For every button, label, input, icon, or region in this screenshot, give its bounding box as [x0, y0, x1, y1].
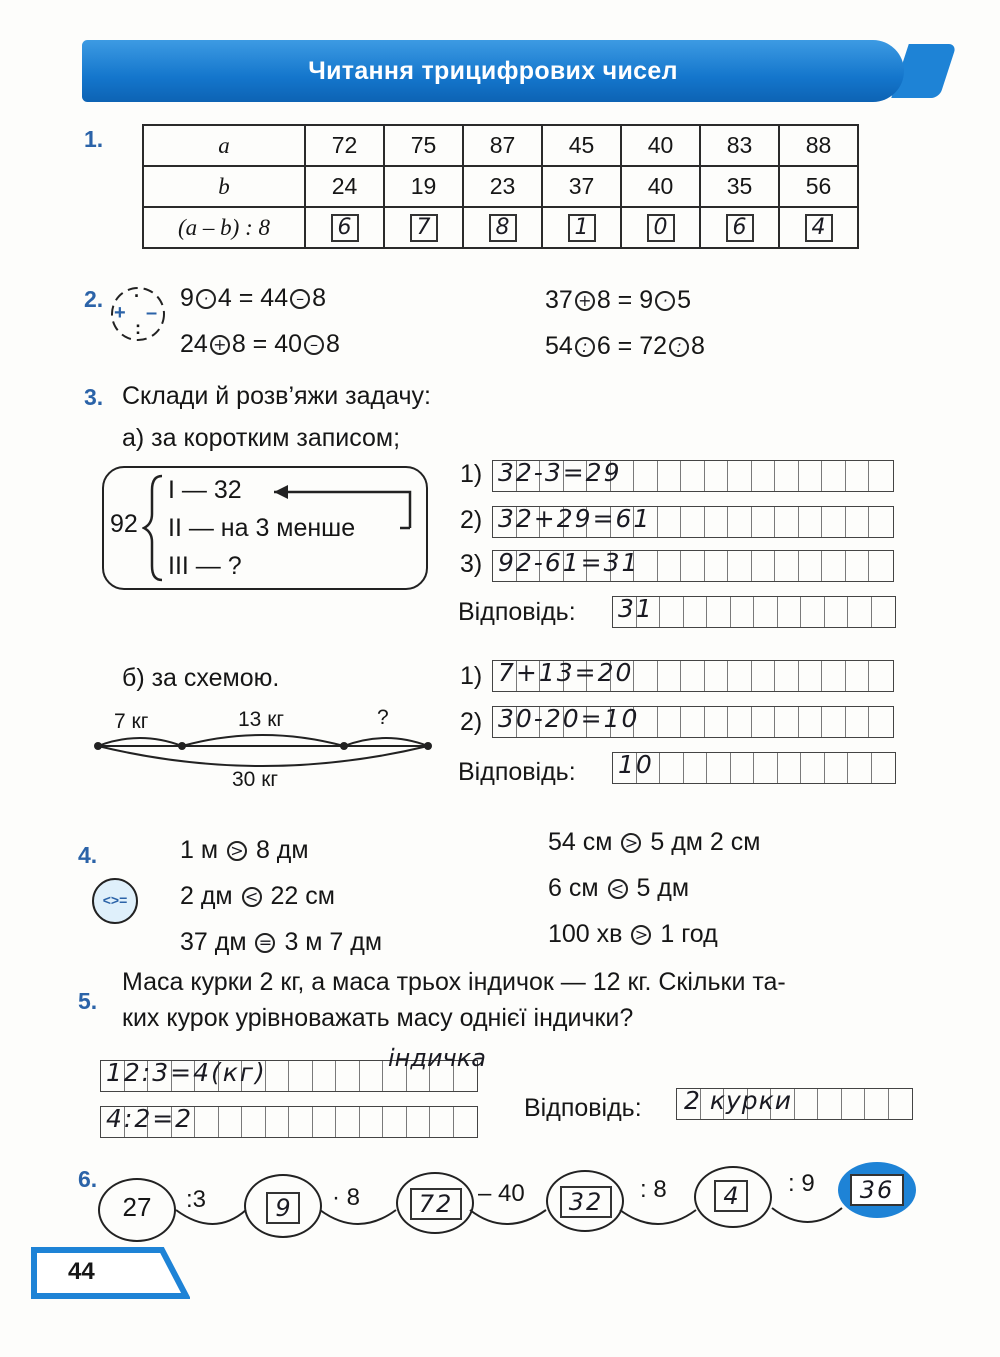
compare-row: 6 см < 5 дм — [548, 874, 690, 902]
step-label: 3) — [460, 550, 483, 578]
short-note-total: 92 — [110, 510, 138, 538]
compare-circle[interactable]: > — [631, 925, 651, 945]
op-divide: : — [135, 318, 141, 338]
answer-box[interactable]: 7 — [410, 214, 438, 242]
equation-4: 54 : 6 = 72 : 8 — [545, 332, 705, 360]
op-multiply: · — [134, 286, 140, 306]
handwritten-answer: 4:2=2 — [106, 1104, 194, 1133]
task-4-number: 4. — [78, 842, 98, 868]
compare-circle[interactable]: > — [227, 841, 247, 861]
op-minus: – — [146, 302, 158, 324]
short-note-line-2: II — на 3 менше — [168, 514, 356, 542]
task-3-part-a: а) за коротким записом; — [122, 424, 401, 452]
step-label: 1) — [460, 662, 483, 690]
b-cell: 24 — [305, 166, 384, 207]
task-2-number: 2. — [84, 286, 104, 312]
task-6-number: 6. — [78, 1166, 98, 1192]
compare-row: 2 дм < 22 см — [180, 882, 335, 910]
answer-label: Відповідь: — [458, 598, 576, 626]
compare-row: 54 см > 5 дм 2 см — [548, 828, 761, 856]
chain-operation: :3 — [186, 1186, 207, 1213]
answer-grid[interactable] — [612, 596, 896, 628]
chain-answer-box[interactable]: 32 — [560, 1186, 612, 1218]
b-cell: 56 — [779, 166, 858, 207]
compare-circle[interactable]: < — [608, 879, 628, 899]
handwritten-note: індичка — [388, 1044, 486, 1072]
segment-label: 13 кг — [238, 708, 285, 731]
equation-2: 24 + 8 = 40 – 8 — [180, 330, 340, 358]
a-cell: 87 — [463, 125, 542, 166]
row-label-result: (a – b) : 8 — [143, 207, 305, 248]
segment-total-label: 30 кг — [232, 768, 279, 791]
segment-label: 7 кг — [114, 710, 149, 733]
sign-circle[interactable]: – — [304, 335, 324, 355]
a-cell: 72 — [305, 125, 384, 166]
answer-box[interactable]: 1 — [568, 214, 596, 242]
sign-circle[interactable]: · — [196, 289, 216, 309]
task-3-part-b: б) за схемою. — [122, 664, 280, 692]
compare-row: 1 м > 8 дм — [180, 836, 309, 864]
chain-operation: · 8 — [332, 1184, 361, 1211]
step-label: 2) — [460, 708, 483, 736]
page-number-tab — [30, 1246, 190, 1302]
task-3-number: 3. — [84, 384, 104, 410]
answer-box[interactable]: 6 — [331, 214, 359, 242]
task-5-number: 5. — [78, 988, 98, 1014]
task-5-text-line-2: ких курок урівноважать масу однієї індички? — [122, 1004, 634, 1032]
task-1-table — [142, 124, 859, 249]
op-plus: + — [114, 302, 126, 324]
compare-row: 37 дм = 3 м 7 дм — [180, 928, 383, 956]
step-label: 1) — [460, 460, 483, 488]
sign-circle[interactable]: + — [575, 291, 595, 311]
chain-operation: – 40 — [478, 1180, 525, 1207]
short-note-line-1: I — 32 — [168, 476, 242, 504]
answer-grid[interactable] — [612, 752, 896, 784]
equation-3: 37 + 8 = 9 · 5 — [545, 286, 692, 314]
compare-row: 100 хв > 1 год — [548, 920, 718, 948]
segment-diagram — [92, 728, 434, 768]
row-label-b: b — [143, 166, 305, 207]
compare-circle[interactable]: < — [242, 887, 262, 907]
operations-icon — [108, 284, 168, 344]
step-label: 2) — [460, 506, 483, 534]
task-3-prompt: Склади й розв’яжи задачу: — [122, 382, 431, 410]
sign-circle[interactable]: + — [210, 335, 230, 355]
segment-label: ? — [377, 706, 389, 729]
handwritten-answer: 7+13=20 — [498, 658, 634, 687]
b-cell: 23 — [463, 166, 542, 207]
page-number: 44 — [68, 1258, 95, 1285]
handwritten-answer: 30-20=10 — [498, 704, 640, 733]
chain-start-value: 27 — [122, 1192, 152, 1222]
handwritten-answer: 92-61=31 — [498, 548, 640, 577]
compare-circle[interactable]: > — [621, 833, 641, 853]
answer-box[interactable]: 4 — [805, 214, 833, 242]
sign-circle[interactable]: : — [669, 337, 689, 357]
chain-answer-box[interactable]: 9 — [266, 1192, 300, 1224]
handwritten-answer: 10 — [618, 750, 654, 779]
equation-1: 9 · 4 = 44 – 8 — [180, 284, 327, 312]
chain-operation: : 8 — [640, 1176, 667, 1203]
row-label-a: a — [143, 125, 305, 166]
answer-box[interactable]: 0 — [647, 214, 675, 242]
compare-signs-icon: <>= — [92, 878, 138, 924]
handwritten-answer: 32+29=61 — [498, 504, 652, 533]
b-cell: 40 — [621, 166, 700, 207]
b-cell: 35 — [700, 166, 779, 207]
chain-answer-box[interactable]: 4 — [714, 1180, 748, 1212]
a-cell: 88 — [779, 125, 858, 166]
sign-circle[interactable]: – — [290, 289, 310, 309]
task-1-number: 1. — [84, 126, 104, 152]
a-cell: 40 — [621, 125, 700, 166]
answer-label: Відповідь: — [524, 1094, 642, 1122]
a-cell: 45 — [542, 125, 621, 166]
answer-box[interactable]: 8 — [489, 214, 517, 242]
b-cell: 19 — [384, 166, 463, 207]
a-cell: 83 — [700, 125, 779, 166]
answer-label: Відповідь: — [458, 758, 576, 786]
task-5-text-line-1: Маса курки 2 кг, а маса трьох індичок — 12 кг. Скільки та- — [122, 968, 786, 996]
sign-circle[interactable]: · — [655, 291, 675, 311]
answer-box[interactable]: 6 — [726, 214, 754, 242]
handwritten-answer: 31 — [618, 594, 654, 623]
a-cell: 75 — [384, 125, 463, 166]
handwritten-answer: 32-3=29 — [498, 458, 622, 487]
chain-operation: : 9 — [788, 1170, 815, 1197]
compare-circle[interactable]: = — [255, 933, 275, 953]
sign-circle[interactable]: : — [575, 337, 595, 357]
page-title: Читання трицифрових чисел — [308, 57, 678, 85]
b-cell: 37 — [542, 166, 621, 207]
handwritten-answer: 12:3=4(кг) — [106, 1058, 267, 1087]
chain-answer-box[interactable]: 36 — [850, 1174, 904, 1206]
short-note-line-3: III — ? — [168, 552, 242, 580]
chain-answer-box[interactable]: 72 — [410, 1188, 462, 1220]
handwritten-answer: 2 курки — [684, 1086, 792, 1115]
